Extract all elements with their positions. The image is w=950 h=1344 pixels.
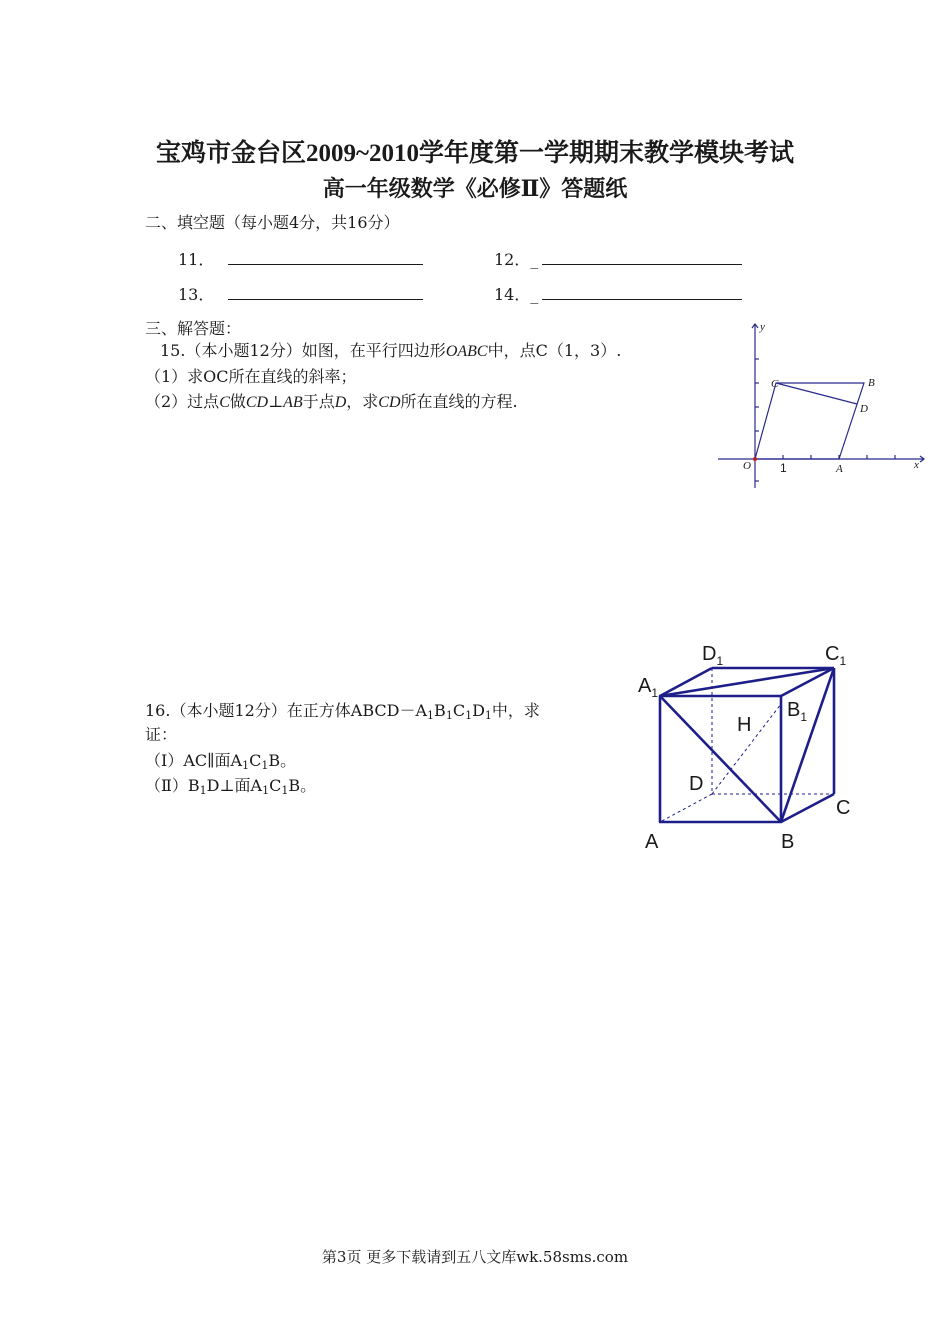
q15-part2-c: 做 [229, 392, 246, 411]
q15-part2-f: AB [283, 394, 303, 411]
section-2-heading: 二、填空题（每小题4分，共16分） [145, 213, 400, 232]
cube-label-a1-sub: 1 [651, 686, 659, 700]
q15-coordinate-figure [712, 316, 932, 492]
answer-blank-14[interactable] [542, 283, 742, 300]
q15-part2 [145, 391, 518, 414]
q16-line1-s1: 1 [427, 709, 435, 722]
q16-line1-c: C [452, 701, 466, 720]
fill-item-14 [494, 283, 742, 306]
cube-label-b1-sub: 1 [800, 710, 808, 724]
fill-item-12-label: 12．_ [494, 250, 539, 269]
q16-line2: 证： [145, 725, 178, 744]
origin-point [753, 457, 757, 461]
cube-label-c: C [836, 797, 851, 819]
q16-intro [145, 700, 540, 727]
cube-label-c1 [825, 643, 846, 668]
q16-part2-c: C [269, 776, 282, 795]
q16-line1-s3: 1 [465, 709, 473, 722]
fill-item-11-label: 11． [178, 250, 215, 269]
q16-part2-s3: 1 [281, 784, 289, 797]
q15-part2-i: ，求 [346, 392, 379, 411]
q15-part1: （1）求OC所在直线的斜率； [145, 367, 357, 386]
q16-part1-c: B。 [268, 751, 297, 770]
segment-cd [776, 383, 857, 404]
cube-label-d1-sub: 1 [716, 654, 724, 668]
q15-part2-d: CD [245, 394, 269, 411]
cube-label-a1 [638, 675, 658, 700]
fig15-label-x: x [914, 459, 919, 471]
cube-label-c1-sub: 1 [839, 654, 847, 668]
q16-part1 [145, 750, 296, 777]
fill-item-11 [178, 248, 423, 271]
fill-item-13-label: 13． [178, 285, 215, 304]
parallelogram-oabc [755, 383, 864, 459]
q16-line1-d: D [472, 701, 485, 720]
q15-intro-b: OABC [445, 343, 488, 360]
q15-intro-c: 中，点C（1，3）. [487, 341, 622, 360]
cube-label-b1 [787, 699, 807, 724]
cube-label-c1-letter: C [825, 643, 840, 665]
q15-part2-h: D [334, 394, 347, 411]
q15-part2-a: （2）过点 [145, 392, 220, 411]
q16-line1-b: B [434, 701, 446, 720]
cube-label-b1-letter: B [787, 699, 801, 721]
page-footer: 第3页 更多下载请到五八文库wk.58sms.com [321, 1248, 629, 1266]
q16-line1-e: 中，求 [491, 701, 540, 720]
fig15-label-c: C [771, 378, 779, 390]
exam-subtitle: 高一年级数学《必修Ⅱ》答题纸 [322, 176, 628, 201]
fill-item-14-label: 14．_ [494, 285, 539, 304]
q15-part2-k: 所在直线的方程. [400, 392, 518, 411]
fig15-label-a: A [836, 463, 843, 475]
q16-line1-a: 16.（本小题12分）在正方体ABCD－A [145, 701, 428, 720]
fig15-label-1: 1 [780, 461, 787, 475]
q16-part2 [145, 775, 316, 802]
cube-label-a1-letter: A [638, 675, 652, 697]
q15-part2-g: 于点 [302, 392, 335, 411]
answer-blank-13[interactable] [228, 283, 423, 300]
cube-label-d: D [689, 773, 704, 795]
q16-part2-a: （Ⅱ）B [145, 776, 200, 795]
exam-title: 宝鸡市金台区2009~2010学年度第一学期期末教学模块考试 [155, 140, 794, 167]
cube-label-b: B [781, 831, 795, 853]
edge-ad [660, 794, 712, 822]
cube-label-d1-letter: D [702, 643, 717, 665]
fig15-label-b: B [868, 377, 875, 389]
q16-cube-figure [632, 636, 862, 858]
cube-label-d1 [702, 643, 723, 668]
section-3-heading: 三、解答题： [145, 319, 242, 338]
q15-intro [160, 340, 621, 363]
cube-label-a: A [645, 831, 659, 853]
q15-intro-a: 15.（本小题12分）如图，在平行四边形 [160, 341, 446, 360]
q16-part1-b: C [249, 751, 262, 770]
fill-item-13 [178, 283, 423, 306]
q16-part2-s1: 1 [199, 784, 207, 797]
q15-part2-b: C [219, 394, 230, 411]
q16-part1-s2: 1 [261, 759, 269, 772]
q15-part2-j: CD [378, 394, 401, 411]
q16-part2-s2: 1 [262, 784, 270, 797]
q16-line1-s2: 1 [445, 709, 453, 722]
diag-a1b [660, 696, 781, 822]
fill-item-12 [494, 248, 742, 271]
q16-part2-b: D⊥面A [206, 776, 263, 795]
fig15-label-y: y [760, 321, 765, 333]
fig15-label-d: D [860, 403, 868, 415]
answer-blank-11[interactable] [228, 248, 423, 265]
answer-blank-12[interactable] [542, 248, 742, 265]
q16-part2-d: B。 [288, 776, 317, 795]
q16-part1-a: （Ⅰ）AC∥面A [145, 751, 243, 770]
q16-part1-s1: 1 [242, 759, 250, 772]
cube-label-h: H [737, 714, 752, 736]
fig15-label-o: O [743, 460, 751, 472]
q15-part2-e: ⊥ [268, 392, 284, 411]
q16-line1-s4: 1 [484, 709, 492, 722]
